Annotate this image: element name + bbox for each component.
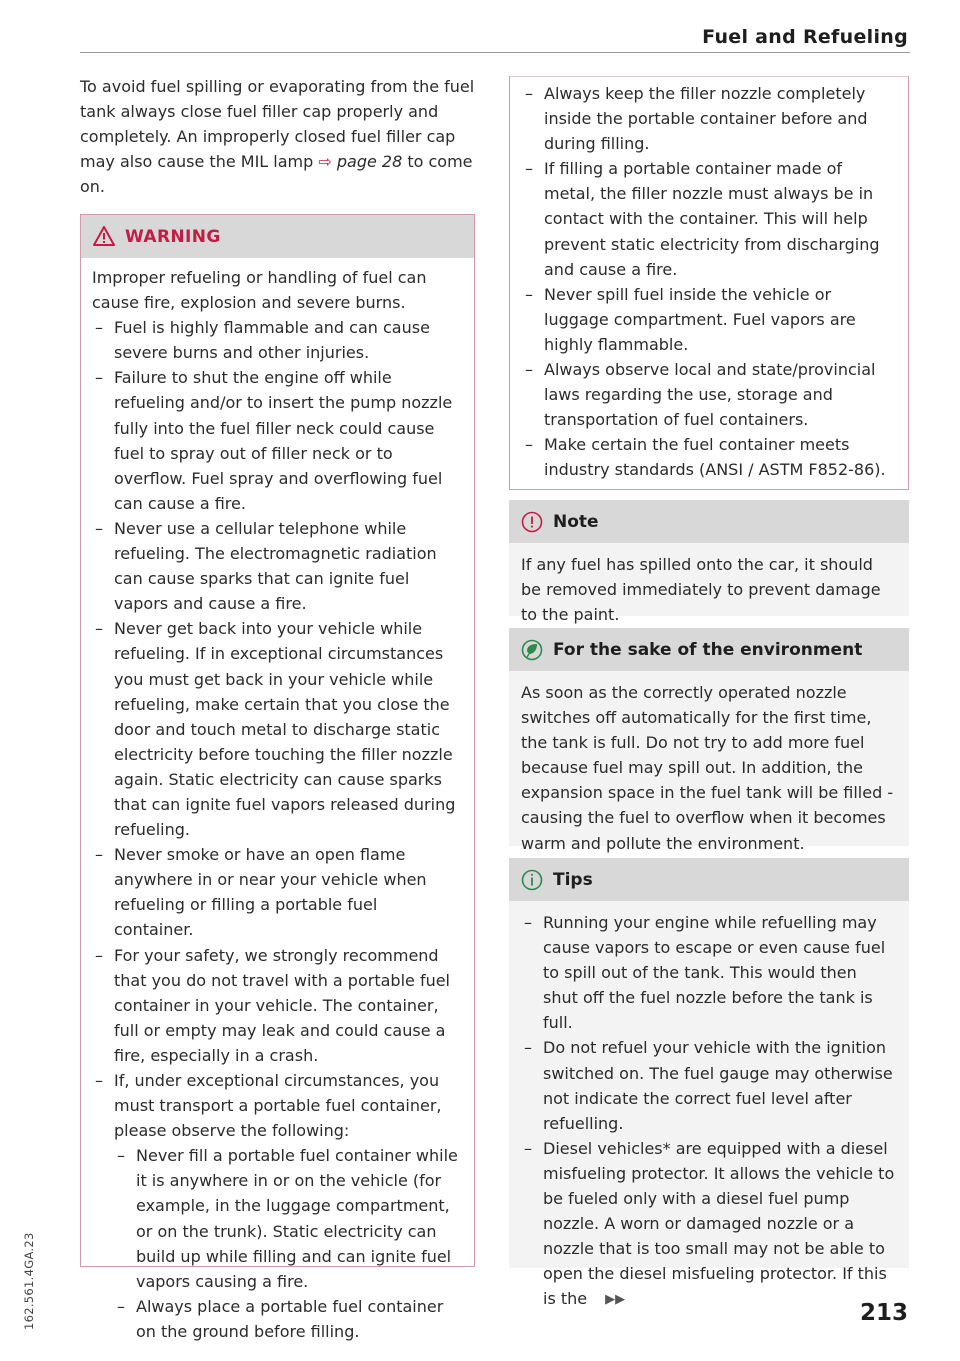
tips-label: Tips (553, 869, 593, 890)
list-item: – Failure to shut the engine off while refueling and/or to insert the pump nozzle fully into the fuel filler neck could cause fuel to spray out of filler neck or to overflow. Fuel spray and overflowing fuel can cause a fire. (92, 365, 460, 516)
intro-text: To avoid fuel spilling or evaporating from the fuel tank always close fuel filler cap properly and completely. An improperly closed fuel filler cap may also cause the MIL lamp (80, 77, 475, 171)
tips-list (521, 910, 895, 1312)
list-item: – Always keep the filler nozzle completely inside the portable container before and during filling. (522, 81, 896, 156)
list-item: – Never get back into your vehicle while refueling. If in exceptional circumstances you must get back in your vehicle while refueling, make certain that you close the door and touch metal to discharge static electricity before touching the filler nozzle again. Static electricity can cause sparks that can ignite fuel vapors released during refueling. (92, 616, 460, 842)
exclamation-circle-icon (521, 511, 543, 533)
list-item: – Running your engine while refuelling may cause vapors to escape or even cause fuel to spill out of the tank. This would then shut off the fuel nozzle before the tank is full. (521, 910, 895, 1035)
tips-header (509, 858, 909, 901)
environment-header (509, 628, 909, 671)
note-label: Note (553, 511, 599, 532)
list-item-with-sublist (92, 1068, 460, 1344)
warning-list (92, 315, 460, 1344)
page-number: 213 (859, 1300, 908, 1326)
list-item: – Do not refuel your vehicle with the ignition switched on. The fuel gauge may otherwise not indicate the correct fuel level after refuelling. (521, 1035, 895, 1135)
page-ref-link[interactable]: page 28 (336, 152, 403, 171)
list-item: – Never smoke or have an open flame anywhere in or near your vehicle when refueling or filling a portable fuel container. (92, 842, 460, 942)
environment-panel (509, 628, 909, 853)
list-item: – If filling a portable container made of metal, the filler nozzle must always be in contact with the container. This will help prevent static electricity from discharging and cause a fire. (522, 156, 896, 281)
intro-text-after: to come on. (80, 152, 473, 196)
info-circle-icon (521, 869, 543, 891)
leaf-globe-icon (521, 639, 543, 661)
continue-arrow-icon: ▶▶ (605, 1292, 626, 1308)
warning-continuation-box (509, 76, 909, 490)
list-item: – For your safety, we strongly recommend that you do not travel with a portable fuel container in your vehicle. The container, full or empty may leak and could cause a fire, especially in a crash. (92, 943, 460, 1068)
warning-lead: Improper refueling or handling of fuel can cause fire, explosion and severe burns. (92, 268, 427, 313)
warning-label: WARNING (125, 226, 221, 247)
list-item: – Never spill fuel inside the vehicle or luggage compartment. Fuel vapors are highly flammable. (522, 282, 896, 357)
note-header (509, 500, 909, 543)
page-ref-arrow: ⇨ (318, 152, 332, 171)
environment-text: As soon as the correctly operated nozzle switches off automatically for the first time, the tank is full. Do not try to add more fuel because fuel may spill out. In addition, the expansion space in the fuel tank will be filled - causing the fuel to overflow when it becomes warm and pollute the environment. (521, 683, 894, 853)
page-header-title: Fuel and Refueling (702, 26, 908, 48)
sublist-item: – Never fill a portable fuel container while it is anywhere in or on the vehicle (for example, in the luggage compartment, or on the trunk). Static electricity can build up while filling and can ignite fuel vapors causing a fire. (114, 1143, 460, 1294)
warning-sublist (114, 1143, 460, 1344)
list-item: – Make certain the fuel container meets industry standards (ANSI / ASTM F852-86). (522, 432, 896, 482)
tips-panel (509, 858, 909, 1309)
intro-paragraph (80, 74, 475, 199)
warning-header (81, 215, 474, 258)
warning-continuation-list (522, 81, 896, 483)
list-item-text: If, under exceptional circumstances, you must transport a portable fuel container, please observe the following: (114, 1071, 442, 1141)
document-code: 162.561.4GA.23 (22, 1232, 36, 1330)
note-panel (509, 500, 909, 625)
header-divider (80, 52, 910, 53)
list-item (521, 1136, 895, 1313)
list-item-text: Diesel vehicles* are equipped with a diesel misfueling protector. It allows the vehicle to be fueled only with a diesel fuel pump nozzle. A worn or damaged nozzle or a nozzle that is too small may not be able to open the diesel misfueling protector. If this is the (543, 1138, 895, 1309)
warning-triangle-icon (93, 226, 115, 248)
sublist-item: – Always place a portable fuel container on the ground before filling. (114, 1294, 460, 1344)
warning-box (80, 214, 475, 1341)
environment-label: For the sake of the environment (553, 639, 863, 660)
list-item: – Never use a cellular telephone while refueling. The electromagnetic radiation can cause sparks that can ignite fuel vapors and cause a fire. (92, 516, 460, 616)
note-text: If any fuel has spilled onto the car, it should be removed immediately to prevent damage to the paint. (521, 555, 881, 625)
list-item: – Fuel is highly flammable and can cause severe burns and other injuries. (92, 315, 460, 365)
list-item: – Always observe local and state/provincial laws regarding the use, storage and transportation of fuel containers. (522, 357, 896, 432)
